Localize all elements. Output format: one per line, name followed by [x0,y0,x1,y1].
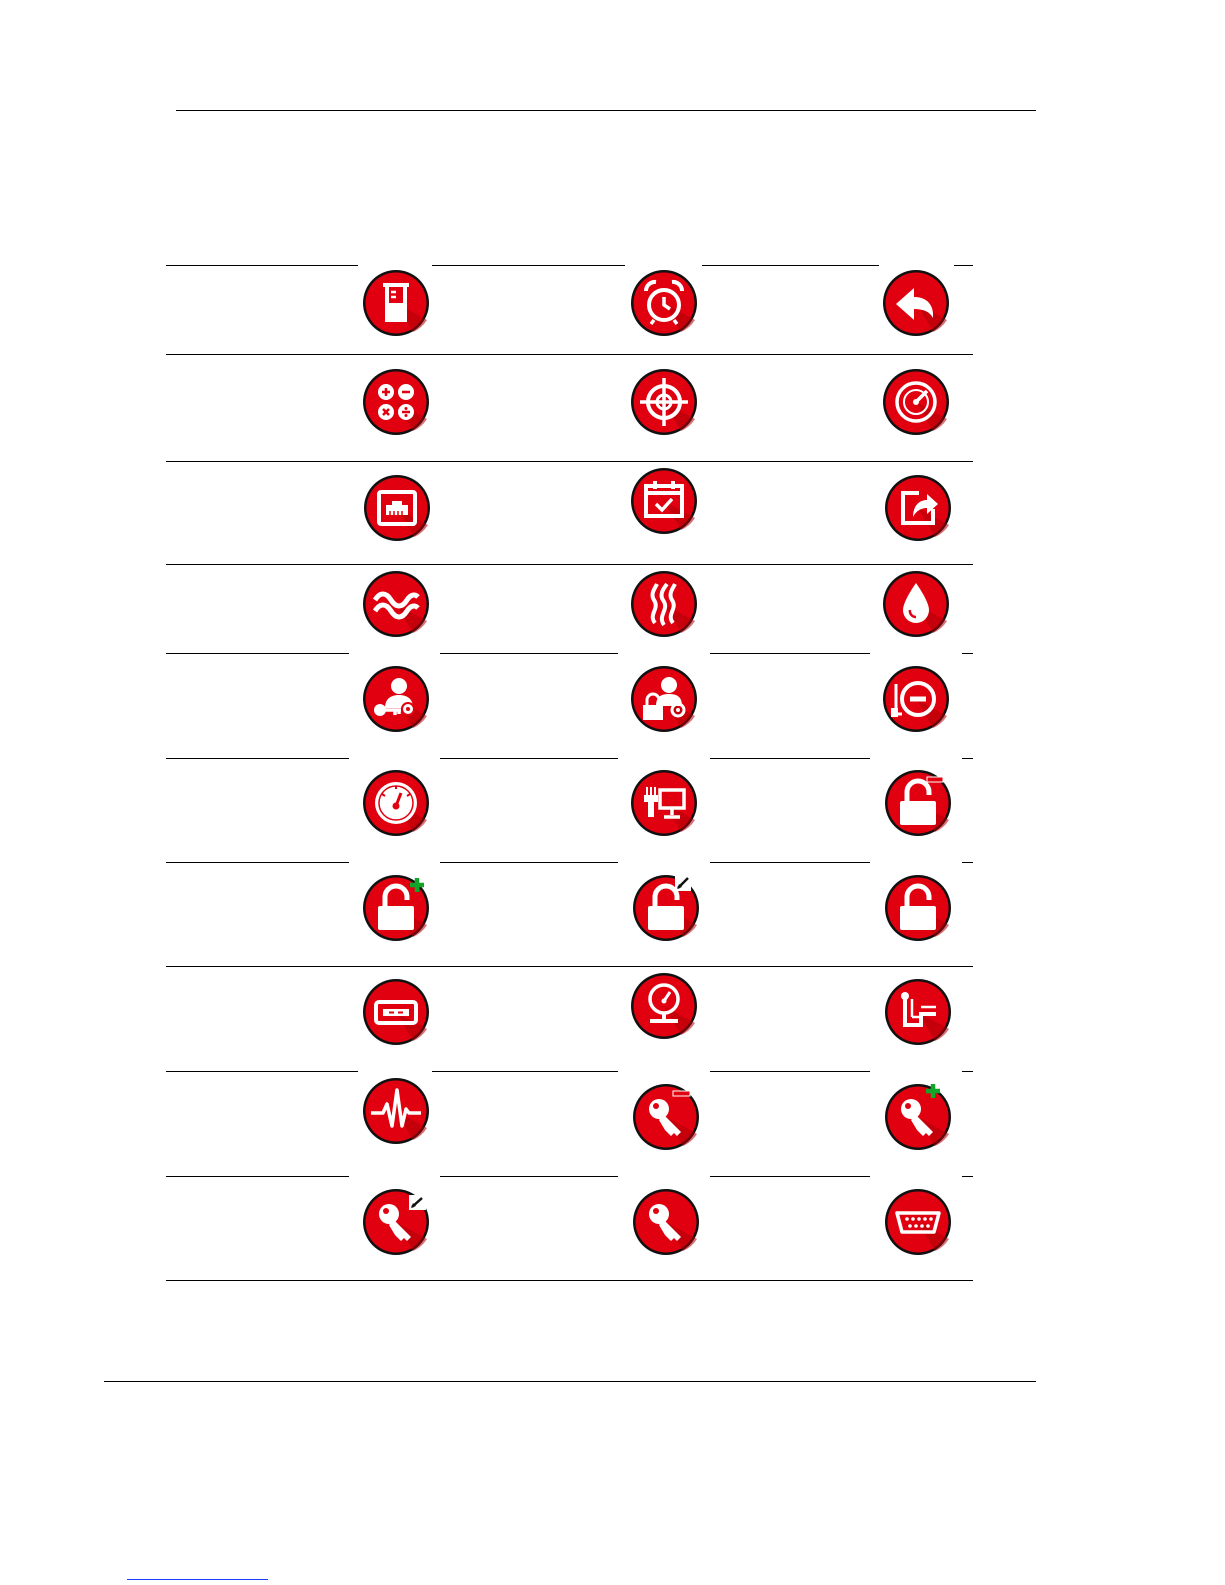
footer-link-underline[interactable] [127,1579,268,1580]
table-rule [166,862,349,863]
table-rule [166,1176,349,1177]
table-rule [432,265,625,266]
pressure-gauge-icon [629,971,699,1041]
unlock-add-icon [361,873,431,943]
footer-rule [104,1381,1036,1382]
table-rule [166,354,973,355]
key-edit-icon [361,1187,431,1257]
dial-gauge-icon [881,367,951,437]
table-rule [710,653,870,654]
reply-arrow-icon [881,268,951,338]
pulse-waveform-icon [361,1076,431,1146]
remove-circle-icon [881,664,951,734]
table-rule [962,1071,973,1072]
key-remove-icon [631,1082,701,1152]
serial-port-icon [883,1187,953,1257]
table-rule [166,758,349,759]
table-rule [962,758,973,759]
table-rule [166,564,973,565]
table-rule [166,461,973,462]
user-key-settings-icon [361,664,431,734]
calendar-check-icon [629,466,699,536]
speedometer-icon [361,768,431,838]
calculator-operators-icon [361,367,431,437]
pipe-connection-icon [883,977,953,1047]
beaker-icon [361,268,431,338]
table-rule [166,1071,358,1072]
table-rule [710,1176,870,1177]
target-crosshair-icon [629,367,699,437]
table-rule [166,966,973,967]
table-rule [440,862,618,863]
share-export-icon [883,473,953,543]
unlock-edit-icon [631,873,701,943]
user-lock-settings-icon [629,664,699,734]
table-rule [440,758,618,759]
table-rule [710,758,870,759]
unlock-icon [883,873,953,943]
network-computer-icon [629,768,699,838]
table-rule [166,1280,973,1281]
ethernet-port-icon [362,473,432,543]
waves-icon [361,569,431,639]
table-rule [440,653,618,654]
table-rule [710,1071,870,1072]
table-rule [166,265,358,266]
alarm-clock-icon [629,268,699,338]
water-drop-icon [881,569,951,639]
table-rule [962,653,973,654]
table-rule [962,862,973,863]
key-add-icon [883,1082,953,1152]
table-rule [710,862,870,863]
heat-flames-icon [629,569,699,639]
table-rule [432,1071,618,1072]
usb-port-icon [361,977,431,1047]
table-rule [440,1176,618,1177]
key-icon [631,1187,701,1257]
table-rule [954,265,973,266]
table-rule [166,653,349,654]
unlock-remove-icon [883,768,953,838]
table-rule [702,265,879,266]
header-rule [176,110,1036,111]
table-rule [962,1176,973,1177]
